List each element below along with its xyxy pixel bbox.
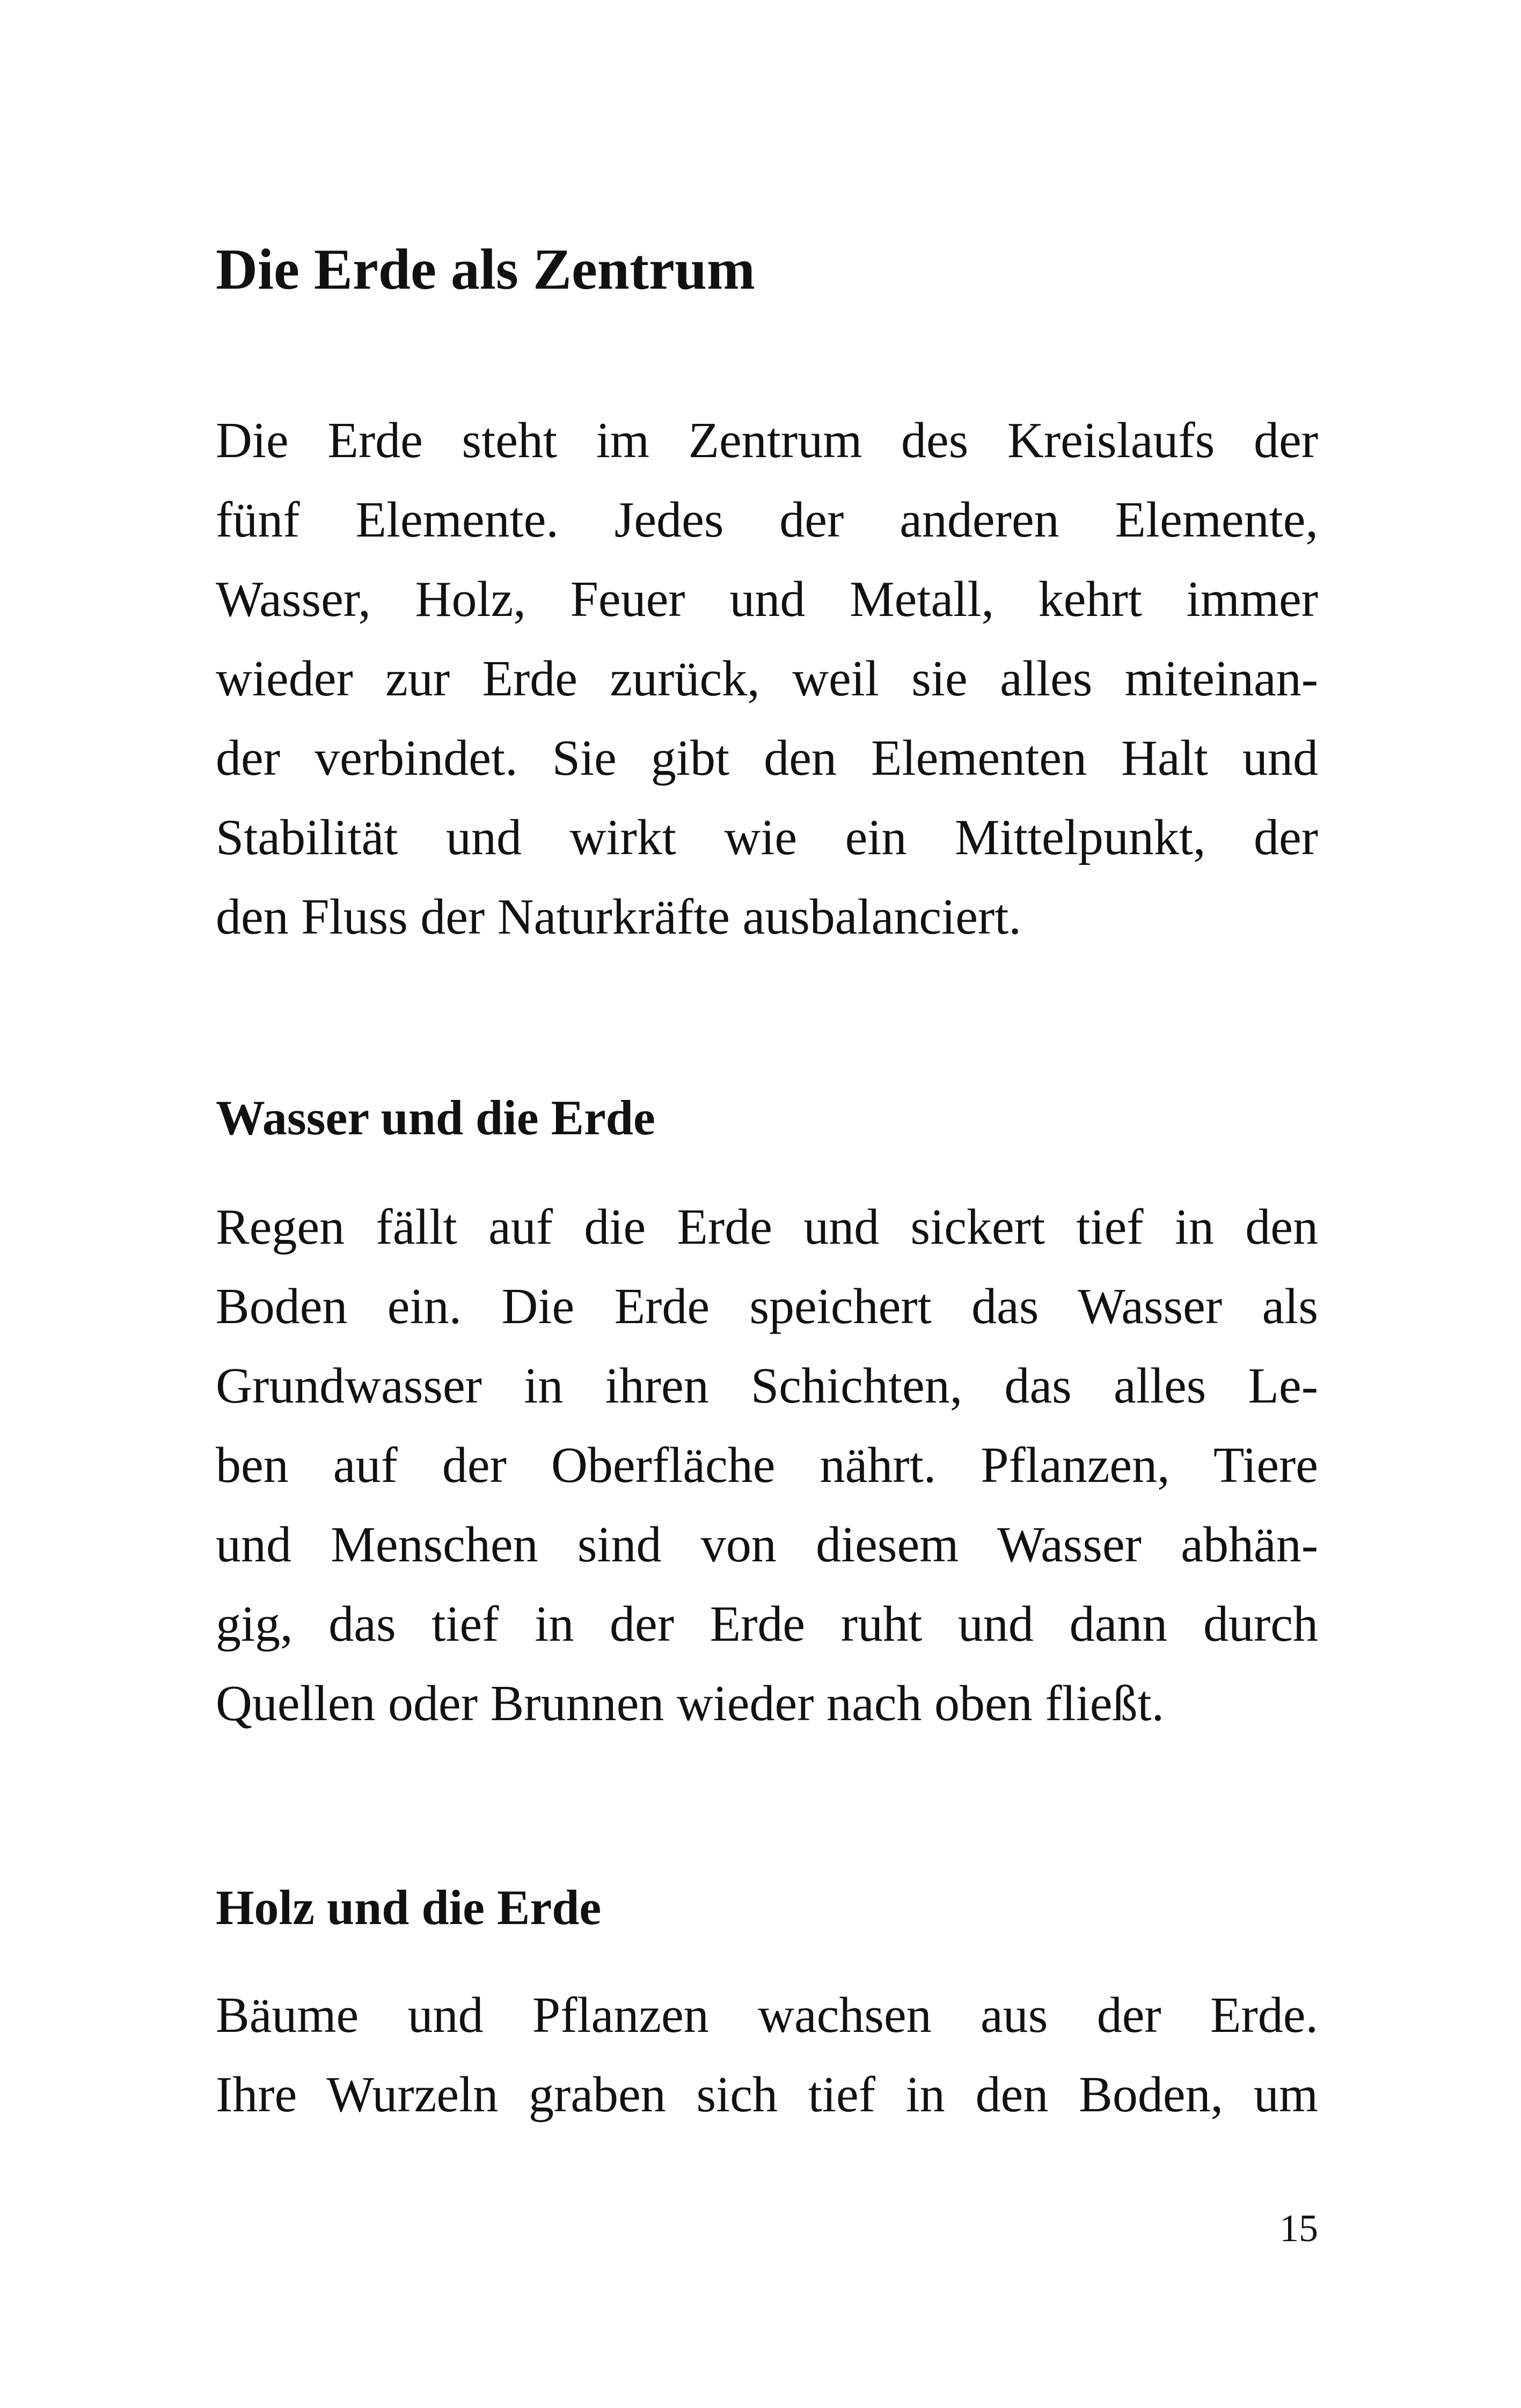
section-heading-wasser: Wasser und die Erde <box>216 1090 655 1145</box>
chapter-title: Die Erde als Zentrum <box>216 238 755 302</box>
paragraph-line: Die Erde steht im Zentrum des Kreislaufs der <box>216 413 1318 468</box>
paragraph-line: der verbindet. Sie gibt den Elementen Halt und <box>216 730 1318 786</box>
paragraph-line: Boden ein. Die Erde speichert das Wasser als <box>216 1279 1318 1334</box>
page-number: 15 <box>1279 2207 1318 2250</box>
paragraph-line: wieder zur Erde zurück, weil sie alles miteinan- <box>216 651 1318 707</box>
paragraph-line: und Menschen sind von diesem Wasser abhän- <box>216 1517 1318 1573</box>
paragraph-line: gig, das tief in der Erde ruht und dann durch <box>216 1596 1318 1652</box>
paragraph-line: fünf Elemente. Jedes der anderen Elemente, <box>216 492 1318 548</box>
paragraph-line: Bäume und Pflanzen wachsen aus der Erde. <box>216 1987 1318 2043</box>
paragraph-line: Quellen oder Brunnen wieder nach oben fließt. <box>216 1676 1165 1731</box>
section-heading-holz: Holz und die Erde <box>216 1880 602 1935</box>
intro-paragraph <box>216 401 1318 957</box>
paragraph-line: Grundwasser in ihren Schichten, das alles Le- <box>216 1358 1318 1414</box>
paragraph-line: Ihre Wurzeln graben sich tief in den Boden, um <box>216 2067 1318 2123</box>
paragraph-line: Wasser, Holz, Feuer und Metall, kehrt immer <box>216 571 1318 627</box>
section-paragraph-wasser <box>216 1187 1318 1743</box>
paragraph-line: den Fluss der Naturkräfte ausbalanciert. <box>216 889 1021 945</box>
paragraph-line: ben auf der Oberfläche nährt. Pflanzen, Tiere <box>216 1437 1318 1493</box>
paragraph-line: Regen fällt auf die Erde und sickert tief in den <box>216 1199 1318 1255</box>
paragraph-line: Stabilität und wirkt wie ein Mittelpunkt, der <box>216 810 1318 865</box>
section-paragraph-holz <box>216 1976 1318 2134</box>
